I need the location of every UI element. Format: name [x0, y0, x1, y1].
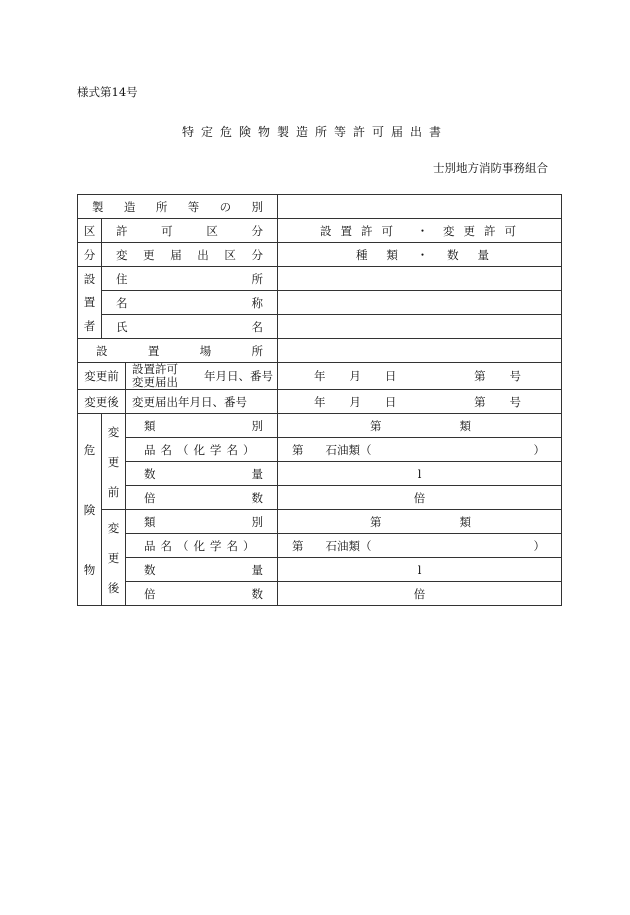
- person-label: 氏 名: [102, 315, 278, 339]
- after-change-date-value[interactable]: 年 月 日 第 号: [278, 390, 562, 414]
- hazard-after-quantity-value[interactable]: l: [278, 558, 562, 582]
- kubun-left-2: 分: [78, 243, 102, 267]
- row-location: [78, 339, 562, 363]
- form-number: 様式第14号: [77, 85, 138, 99]
- hazard-before-category-label: 類 別: [126, 414, 278, 438]
- application-form-table: [77, 194, 562, 606]
- address-value[interactable]: [278, 267, 562, 291]
- hazard-left-label: 危 険 物: [78, 414, 102, 606]
- after-change-label: 変更後: [78, 390, 126, 414]
- hazard-before-category-value[interactable]: 第 類: [278, 414, 562, 438]
- before-change-label: 変更前: [78, 363, 126, 390]
- kind-quantity-value[interactable]: 種 類 ・ 数 量: [278, 243, 562, 267]
- hazard-after-side-label: 変 更 後: [102, 510, 126, 606]
- row-hazard-before-multiple: [78, 486, 562, 510]
- hazard-before-product-value[interactable]: 第 石油類（ ）: [278, 438, 562, 462]
- hazard-after-multiple-value[interactable]: 倍: [278, 582, 562, 606]
- after-change-desc: 変更届出年月日、番号: [126, 390, 278, 414]
- before-change-date-value[interactable]: 年 月 日 第 号: [278, 363, 562, 390]
- row-change-notice-kubun: [78, 243, 562, 267]
- row-hazard-after-category: [78, 510, 562, 534]
- hazard-after-category-label: 類 別: [126, 510, 278, 534]
- row-hazard-before-category: [78, 414, 562, 438]
- hazard-before-quantity-value[interactable]: l: [278, 462, 562, 486]
- location-label: 設 置 場 所: [78, 339, 278, 363]
- hazard-before-multiple-label: 倍 数: [126, 486, 278, 510]
- location-value[interactable]: [278, 339, 562, 363]
- hazard-before-multiple-value[interactable]: 倍: [278, 486, 562, 510]
- address-label: 住 所: [102, 267, 278, 291]
- permit-kubun-value[interactable]: 設置許可 ・ 変更許可: [278, 219, 562, 243]
- kubun-left-1: 区: [78, 219, 102, 243]
- hazard-after-multiple-label: 倍 数: [126, 582, 278, 606]
- installer-left-label: 設 置 者: [78, 267, 102, 339]
- row-hazard-after-product: [78, 534, 562, 558]
- hazard-after-product-value[interactable]: 第 石油類（ ）: [278, 534, 562, 558]
- row-hazard-before-quantity: [78, 462, 562, 486]
- hazard-after-product-label: 品名（化学名）: [126, 534, 278, 558]
- hazard-before-product-label: 品名（化学名）: [126, 438, 278, 462]
- change-notice-kubun-label: 変 更 届 出 区 分: [102, 243, 278, 267]
- row-address: [78, 267, 562, 291]
- row-hazard-after-multiple: [78, 582, 562, 606]
- row-hazard-before-product: [78, 438, 562, 462]
- row-name: [78, 291, 562, 315]
- name-value[interactable]: [278, 291, 562, 315]
- organization-name: 士別地方消防事務組合: [433, 161, 548, 175]
- facility-type-value[interactable]: [278, 195, 562, 219]
- row-permit-kubun: [78, 219, 562, 243]
- row-hazard-after-quantity: [78, 558, 562, 582]
- facility-type-label: 製 造 所 等 の 別: [78, 195, 278, 219]
- before-change-desc: 設置許可 変更届出 年月日、番号: [126, 363, 278, 390]
- hazard-before-quantity-label: 数 量: [126, 462, 278, 486]
- row-after-change: [78, 390, 562, 414]
- row-facility-type: [78, 195, 562, 219]
- person-value[interactable]: [278, 315, 562, 339]
- name-label: 名 称: [102, 291, 278, 315]
- hazard-after-quantity-label: 数 量: [126, 558, 278, 582]
- document-title: 特定危険物製造所等許可届出書: [181, 125, 448, 139]
- row-before-change: [78, 363, 562, 390]
- hazard-before-side-label: 変 更 前: [102, 414, 126, 510]
- hazard-after-category-value[interactable]: 第 類: [278, 510, 562, 534]
- row-person: [78, 315, 562, 339]
- permit-kubun-label: 許 可 区 分: [102, 219, 278, 243]
